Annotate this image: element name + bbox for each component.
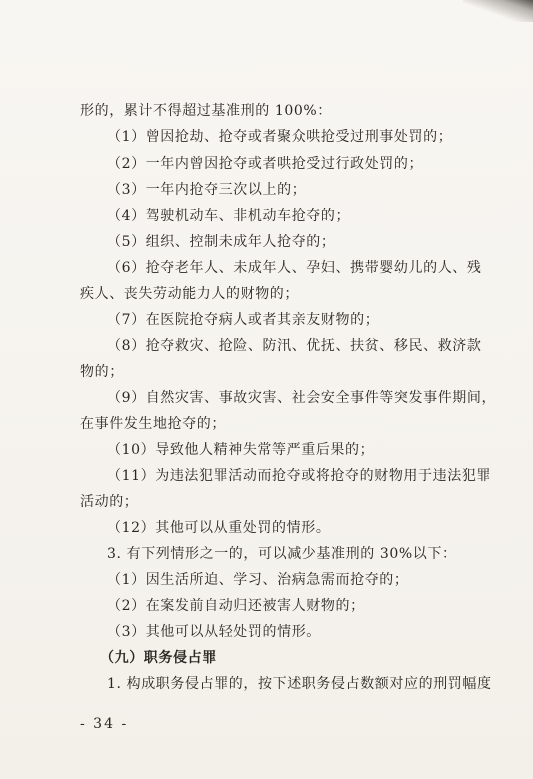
text-line: （9）自然灾害、事故灾害、社会安全事件等突发事件期间，: [107, 390, 497, 406]
text-line: （5）组织、控制未成年人抢夺的；: [107, 234, 336, 250]
text-line: （12）其他可以从重处罚的情形。: [107, 520, 331, 536]
text-line: （11）为违法犯罪活动而抢夺或将抢夺的财物用于违法犯罪: [107, 468, 492, 484]
section-heading: （九）职务侵占罪: [100, 650, 217, 666]
page-number: - 34 -: [80, 716, 129, 732]
text-line: （10）导致他人精神失常等严重后果的；: [107, 442, 375, 458]
text-line: （2）在案发前自动归还被害人财物的；: [107, 598, 365, 614]
text-line: （7）在医院抢夺病人或者其亲友财物的；: [107, 312, 380, 328]
page-corner-shadow: [463, 0, 533, 22]
text-line: （3）其他可以从轻处罚的情形。: [107, 624, 321, 640]
text-line: （6）抢夺老年人、未成年人、孕妇、携带婴幼儿的人、残: [107, 260, 482, 276]
text-line: （4）驾驶机动车、非机动车抢夺的；: [107, 208, 351, 224]
text-line: 物的；: [80, 364, 124, 380]
text-line: （3）一年内抢夺三次以上的；: [107, 182, 307, 198]
text-line: 1. 构成职务侵占罪的，按下述职务侵占数额对应的刑罚幅度: [107, 676, 492, 692]
text-line: 3. 有下列情形之一的，可以减少基准刑的 30%以下：: [107, 546, 457, 562]
text-line: （2）一年内曾因抢夺或者哄抢受过行政处罚的；: [107, 156, 424, 172]
text-line: 活动的；: [80, 494, 139, 510]
text-line: 疾人、丧失劳动能力人的财物的；: [80, 286, 299, 302]
text-line: （1）曾因抢劫、抢夺或者聚众哄抢受过刑事处罚的；: [107, 129, 453, 145]
text-line: 在事件发生地抢夺的；: [80, 416, 226, 432]
text-line: （8）抢夺救灾、抢险、防汛、优抚、扶贫、移民、救济款: [107, 338, 482, 354]
text-line: 形的，累计不得超过基准刑的 100%：: [80, 103, 332, 119]
text-line: （1）因生活所迫、学习、治病急需而抢夺的；: [107, 572, 409, 588]
